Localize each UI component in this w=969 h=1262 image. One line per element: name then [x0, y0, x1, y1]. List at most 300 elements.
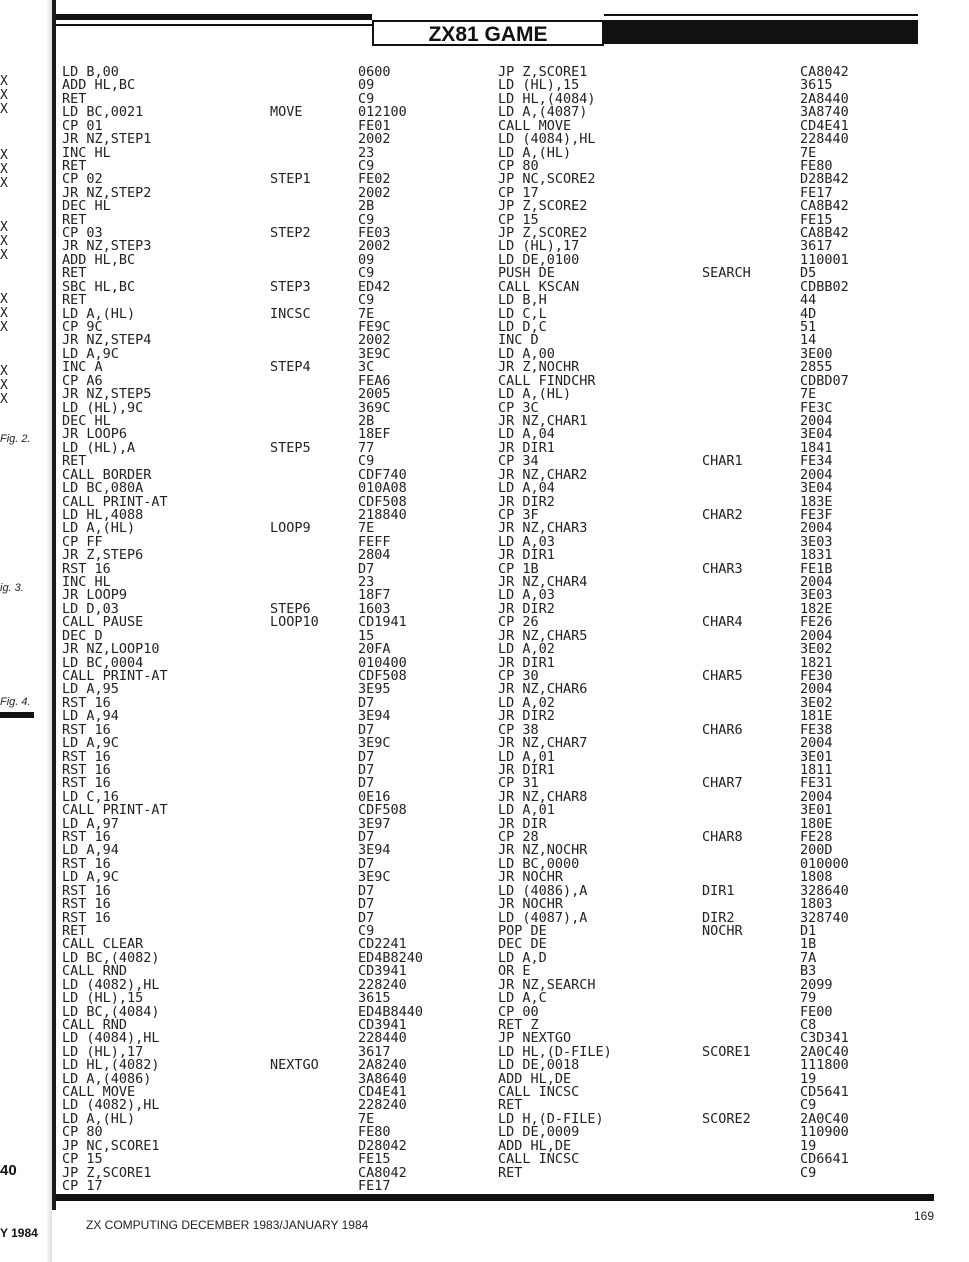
- listing-instruction: LD A,9C: [62, 735, 119, 752]
- listing-line: [62, 882, 442, 899]
- listing-hex-code: 2002: [358, 238, 391, 255]
- listing-instruction: CALL RND: [62, 1016, 128, 1033]
- listing-hex-code: 3E02: [800, 694, 833, 711]
- listing-instruction: JP NC,SCORE1: [62, 1137, 160, 1154]
- listing-hex-code: C8: [800, 1016, 817, 1033]
- listing-hex-code: C9: [358, 265, 375, 282]
- listing-line: [498, 748, 918, 765]
- listing-hex-code: C9: [800, 1164, 817, 1181]
- listing-line: [62, 560, 442, 577]
- listing-line: [498, 1003, 918, 1020]
- listing-instruction: JR NZ,STEP3: [62, 238, 152, 255]
- listing-instruction: LD A,04: [498, 480, 555, 497]
- listing-line: [498, 804, 918, 817]
- listing-hex-code: D1: [800, 923, 817, 939]
- listing-instruction: RST 16: [62, 855, 111, 872]
- listing-hex-code: 2A0C40: [800, 1110, 849, 1127]
- listing-hex-code: D7: [358, 896, 375, 913]
- listing-label: CHAR1: [702, 453, 743, 470]
- listing-hex-code: D7: [358, 829, 375, 846]
- listing-hex-code: 1821: [800, 654, 833, 671]
- listing-instruction: LD A,97: [62, 815, 119, 832]
- listing-label: NEXTGO: [270, 1057, 319, 1074]
- listing-instruction: CALL PAUSE: [62, 614, 144, 631]
- listing-line: [62, 345, 442, 362]
- listing-instruction: CALL RND: [62, 963, 128, 980]
- listing-instruction: LD BC,080A: [62, 480, 144, 497]
- gutter-footer-fragment: Y 1984: [0, 1226, 38, 1240]
- gutter-x-mark: X: [0, 234, 8, 249]
- listing-hex-code: CA8B42: [800, 225, 849, 242]
- listing-line: [62, 898, 442, 911]
- listing-instruction: INC HL: [62, 144, 111, 161]
- listing-line: [62, 79, 442, 92]
- listing-hex-code: 010000: [800, 855, 849, 872]
- listing-instruction: ADD HL,DE: [498, 1137, 572, 1154]
- listing-instruction: LD A,02: [498, 694, 555, 711]
- listing-hex-code: C9: [358, 157, 375, 174]
- listing-instruction: CALL PRINT-AT: [62, 802, 168, 819]
- listing-line: [62, 144, 442, 161]
- listing-hex-code: C3D341: [800, 1030, 849, 1047]
- listing-hex-code: FE3C: [800, 399, 833, 416]
- listing-line: [62, 909, 442, 926]
- listing-instruction: LD A,9C: [62, 345, 119, 362]
- listing-instruction: CP FF: [62, 533, 103, 550]
- listing-hex-code: D7: [358, 694, 375, 711]
- listing-instruction: CP 80: [62, 1124, 103, 1141]
- gutter-x-mark: X: [0, 176, 8, 191]
- listing-instruction: RET: [62, 453, 87, 470]
- listing-instruction: RST 16: [62, 560, 111, 577]
- listing-line: [498, 992, 918, 1005]
- listing-hex-code: 200D: [800, 842, 833, 859]
- listing-instruction: JR NZ,CHAR4: [498, 574, 588, 591]
- gutter-x-mark: X: [0, 220, 8, 235]
- listing-instruction: LD C,16: [62, 788, 119, 805]
- listing-instruction: DEC D: [62, 627, 103, 644]
- listing-hex-code: 182E: [800, 600, 833, 617]
- listing-instruction: CP 03: [62, 225, 103, 242]
- gutter-x-mark: X: [0, 248, 8, 263]
- listing-instruction: CALL CLEAR: [62, 936, 144, 953]
- gutter-x-mark: X: [0, 378, 8, 393]
- listing-line: [498, 683, 918, 696]
- listing-label: SCORE1: [702, 1043, 751, 1060]
- listing-instruction: DEC HL: [62, 412, 111, 429]
- listing-hex-code: D7: [358, 721, 375, 738]
- listing-line: [62, 871, 442, 884]
- listing-instruction: CP A6: [62, 372, 103, 389]
- listing-instruction: CP 3F: [498, 506, 539, 523]
- listing-instruction: RET: [498, 1097, 523, 1114]
- listing-hex-code: 3E01: [800, 802, 833, 819]
- listing-hex-code: 3E9C: [358, 345, 391, 362]
- listing-label: CHAR6: [702, 721, 743, 738]
- listing-line: [498, 144, 918, 161]
- listing-instruction: CP 30: [498, 667, 539, 684]
- listing-hex-code: 2804: [358, 547, 391, 564]
- gutter-number: 40: [0, 1162, 17, 1179]
- listing-instruction: RST 16: [62, 882, 111, 899]
- listing-instruction: LD HL,(4082): [62, 1057, 160, 1074]
- listing-instruction: LD D,C: [498, 319, 547, 336]
- listing-line: [498, 200, 918, 213]
- listing-hex-code: 218840: [358, 506, 407, 523]
- listing-instruction: LD B,00: [62, 64, 119, 80]
- code-listing-right: [498, 66, 918, 1180]
- listing-instruction: JR NZ,CHAR7: [498, 735, 588, 752]
- listing-hex-code: CDF508: [358, 802, 407, 819]
- listing-line: [498, 925, 918, 938]
- listing-instruction: LD A,00: [498, 345, 555, 362]
- listing-line: [498, 1153, 918, 1166]
- listing-hex-code: 2004: [800, 412, 833, 429]
- listing-instruction: RET: [62, 90, 87, 107]
- listing-instruction: JP NC,SCORE2: [498, 171, 596, 188]
- listing-hex-code: 010A08: [358, 480, 407, 497]
- listing-line: [62, 399, 442, 416]
- listing-line: [62, 815, 442, 832]
- listing-hex-code: CD4E41: [358, 1084, 407, 1101]
- listing-hex-code: 183E: [800, 493, 833, 510]
- listing-label: CHAR8: [702, 829, 743, 846]
- listing-instruction: CP 02: [62, 171, 103, 188]
- listing-instruction: JR DIR: [498, 815, 547, 832]
- listing-instruction: LD A,(HL): [498, 144, 572, 161]
- listing-hex-code: 7E: [358, 1110, 375, 1127]
- listing-instruction: LD BC,0000: [498, 855, 580, 872]
- listing-instruction: CP 38: [498, 721, 539, 738]
- listing-instruction: RST 16: [62, 896, 111, 913]
- listing-line: [498, 294, 918, 307]
- listing-line: [498, 533, 918, 550]
- listing-hex-code: 3E03: [800, 533, 833, 550]
- listing-hex-code: 2004: [800, 681, 833, 698]
- listing-line: [498, 482, 918, 495]
- listing-instruction: JR DIR2: [498, 493, 555, 510]
- listing-instruction: CP 34: [498, 453, 539, 470]
- listing-hex-code: 012100: [358, 104, 407, 121]
- listing-hex-code: C9: [358, 292, 375, 309]
- listing-instruction: JR LOOP6: [62, 426, 128, 443]
- listing-line: [498, 334, 918, 347]
- listing-instruction: RET Z: [498, 1016, 539, 1033]
- listing-instruction: JR NOCHR: [498, 896, 564, 913]
- listing-hex-code: 3617: [800, 238, 833, 255]
- listing-label: NOCHR: [702, 923, 743, 939]
- listing-instruction: LD (4084),HL: [62, 1030, 160, 1047]
- listing-instruction: JR NOCHR: [498, 869, 564, 886]
- listing-instruction: CALL MOVE: [498, 117, 572, 134]
- listing-line: [62, 439, 442, 456]
- listing-instruction: CP 15: [498, 211, 539, 228]
- listing-hex-code: 1831: [800, 547, 833, 564]
- listing-hex-code: FE17: [800, 184, 833, 201]
- listing-hex-code: D7: [358, 855, 375, 872]
- listing-hex-code: 7E: [800, 386, 817, 403]
- listing-label: LOOP10: [270, 614, 319, 631]
- listing-instruction: INC HL: [62, 574, 111, 591]
- listing-hex-code: CDF508: [358, 667, 407, 684]
- listing-hex-code: FE30: [800, 667, 833, 684]
- listing-line: [62, 184, 442, 201]
- listing-instruction: JR Z,STEP6: [62, 547, 144, 564]
- listing-hex-code: 228240: [358, 976, 407, 993]
- listing-line: [498, 412, 918, 429]
- listing-hex-code: ED42: [358, 278, 391, 295]
- listing-hex-code: 3615: [800, 77, 833, 94]
- listing-hex-code: 180E: [800, 815, 833, 832]
- listing-hex-code: CA8042: [358, 1164, 407, 1181]
- listing-line: [62, 616, 442, 629]
- listing-hex-code: 09: [358, 251, 375, 268]
- listing-instruction: CP 9C: [62, 319, 103, 336]
- listing-instruction: RST 16: [62, 694, 111, 711]
- listing-line: [498, 466, 918, 483]
- listing-hex-code: 3A8640: [358, 1070, 407, 1087]
- listing-line: [62, 200, 442, 213]
- listing-instruction: CP 28: [498, 829, 539, 846]
- listing-hex-code: FE00: [800, 1003, 833, 1020]
- listing-hex-code: 79: [800, 990, 817, 1007]
- listing-line: [498, 388, 918, 401]
- listing-hex-code: 2002: [358, 131, 391, 148]
- listing-hex-code: 19: [800, 1137, 817, 1154]
- listing-instruction: SBC HL,BC: [62, 278, 136, 295]
- listing-label: STEP6: [270, 600, 311, 617]
- listing-hex-code: 2B: [358, 412, 375, 429]
- listing-instruction: RET: [62, 211, 87, 228]
- listing-hex-code: 3615: [358, 990, 391, 1007]
- listing-hex-code: C9: [358, 923, 375, 939]
- listing-instruction: LD A,(HL): [62, 1110, 136, 1127]
- listing-hex-code: 3E97: [358, 815, 391, 832]
- listing-instruction: JR DIR1: [498, 547, 555, 564]
- listing-instruction: RET: [62, 265, 87, 282]
- listing-hex-code: CD3941: [358, 1016, 407, 1033]
- listing-label: STEP5: [270, 439, 311, 456]
- listing-instruction: OR E: [498, 963, 531, 980]
- listing-line: [498, 173, 918, 186]
- listing-hex-code: 3E03: [800, 587, 833, 604]
- listing-instruction: LD D,03: [62, 600, 119, 617]
- listing-hex-code: D7: [358, 775, 375, 792]
- listing-instruction: CP 01: [62, 117, 103, 134]
- listing-instruction: CP 3C: [498, 399, 539, 416]
- listing-hex-code: 19: [800, 1070, 817, 1087]
- listing-instruction: CALL FINDCHR: [498, 372, 596, 389]
- gutter-rule: [0, 712, 34, 718]
- listing-hex-code: CD3941: [358, 963, 407, 980]
- listing-instruction: INC A: [62, 359, 103, 376]
- listing-hex-code: 2A8440: [800, 90, 849, 107]
- listing-instruction: LD (HL),17: [62, 1043, 144, 1060]
- listing-hex-code: 0600: [358, 64, 391, 80]
- listing-instruction: RET: [498, 1164, 523, 1181]
- listing-label: CHAR3: [702, 560, 743, 577]
- listing-hex-code: CA8B42: [800, 198, 849, 215]
- listing-instruction: RST 16: [62, 775, 111, 792]
- listing-label: STEP2: [270, 225, 311, 242]
- listing-instruction: RET: [62, 292, 87, 309]
- gutter-x-mark: X: [0, 306, 8, 321]
- listing-instruction: POP DE: [498, 923, 547, 939]
- listing-instruction: JR NZ,SEARCH: [498, 976, 596, 993]
- listing-instruction: JR DIR1: [498, 761, 555, 778]
- listing-hex-code: CD2241: [358, 936, 407, 953]
- listing-hex-code: 2005: [358, 386, 391, 403]
- listing-hex-code: 3A8740: [800, 104, 849, 121]
- gutter-x-mark: X: [0, 162, 8, 177]
- listing-instruction: LD (HL),9C: [62, 399, 144, 416]
- listing-line: [498, 321, 918, 334]
- listing-line: [62, 278, 442, 295]
- listing-hex-code: 20FA: [358, 641, 391, 658]
- listing-hex-code: 2004: [800, 735, 833, 752]
- header-bar-right: [604, 20, 918, 44]
- listing-instruction: JR LOOP9: [62, 587, 128, 604]
- listing-instruction: LD DE,0100: [498, 251, 580, 268]
- listing-hex-code: FE80: [358, 1124, 391, 1141]
- listing-hex-code: 2004: [800, 627, 833, 644]
- listing-hex-code: FE17: [358, 1178, 391, 1195]
- listing-line: [498, 938, 918, 951]
- listing-instruction: LD (HL),15: [498, 77, 580, 94]
- listing-instruction: CP 80: [498, 157, 539, 174]
- listing-instruction: LD (4082),HL: [62, 976, 160, 993]
- listing-label: INCSC: [270, 305, 311, 322]
- listing-line: [498, 522, 918, 535]
- listing-hex-code: 3E9C: [358, 869, 391, 886]
- listing-hex-code: 4D: [800, 305, 817, 322]
- listing-instruction: CP 00: [498, 1003, 539, 1020]
- listing-hex-code: 7E: [358, 520, 375, 537]
- listing-line: [62, 737, 442, 750]
- listing-hex-code: CD4E41: [800, 117, 849, 134]
- listing-label: STEP3: [270, 278, 311, 295]
- listing-hex-code: 2002: [358, 332, 391, 349]
- listing-hex-code: 0E16: [358, 788, 391, 805]
- listing-line: [498, 737, 918, 750]
- listing-instruction: DEC DE: [498, 936, 547, 953]
- listing-instruction: LD BC,0004: [62, 654, 144, 671]
- listing-instruction: JR NZ,NOCHR: [498, 842, 588, 859]
- listing-label: STEP1: [270, 171, 311, 188]
- listing-instruction: LD BC,0021: [62, 104, 144, 121]
- listing-instruction: ADD HL,DE: [498, 1070, 572, 1087]
- listing-instruction: LD (HL),15: [62, 990, 144, 1007]
- listing-instruction: LD DE,0018: [498, 1057, 580, 1074]
- listing-label: CHAR2: [702, 506, 743, 523]
- listing-line: [498, 576, 918, 589]
- listing-hex-code: CD6641: [800, 1151, 849, 1168]
- listing-hex-code: FEFF: [358, 533, 391, 550]
- listing-instruction: LD C,L: [498, 305, 547, 322]
- listing-instruction: LD BC,(4084): [62, 1003, 160, 1020]
- listing-hex-code: 111800: [800, 1057, 849, 1074]
- listing-instruction: CALL KSCAN: [498, 278, 580, 295]
- listing-hex-code: FE03: [358, 225, 391, 242]
- listing-line: [498, 694, 918, 711]
- listing-hex-code: 228440: [800, 131, 849, 148]
- listing-hex-code: FE34: [800, 453, 833, 470]
- listing-hex-code: 1B: [800, 936, 817, 953]
- listing-hex-code: 010400: [358, 654, 407, 671]
- listing-label: CHAR5: [702, 667, 743, 684]
- listing-line: [498, 305, 918, 322]
- listing-instruction: LD DE,0009: [498, 1124, 580, 1141]
- listing-hex-code: D7: [358, 748, 375, 765]
- listing-instruction: JR Z,NOCHR: [498, 359, 580, 376]
- listing-hex-code: 51: [800, 319, 817, 336]
- listing-instruction: LD A,9C: [62, 869, 119, 886]
- listing-hex-code: 2A8240: [358, 1057, 407, 1074]
- listing-hex-code: 2004: [800, 788, 833, 805]
- listing-instruction: JR NZ,CHAR3: [498, 520, 588, 537]
- listing-instruction: LD A,94: [62, 842, 119, 859]
- listing-instruction: CP 17: [62, 1178, 103, 1195]
- listing-hex-code: 7E: [800, 144, 817, 161]
- listing-instruction: RST 16: [62, 761, 111, 778]
- listing-instruction: RST 16: [62, 721, 111, 738]
- listing-instruction: JP Z,SCORE1: [498, 64, 588, 80]
- gutter-x-mark: X: [0, 102, 8, 117]
- listing-hex-code: 110900: [800, 1124, 849, 1141]
- listing-line: [62, 844, 442, 857]
- listing-hex-code: 77: [358, 439, 375, 456]
- listing-instruction: LD A,01: [498, 748, 555, 765]
- listing-instruction: JR NZ,CHAR1: [498, 412, 588, 429]
- listing-instruction: LD A,02: [498, 641, 555, 658]
- listing-hex-code: FE38: [800, 721, 833, 738]
- listing-hex-code: 3E04: [800, 426, 833, 443]
- listing-instruction: LD A,94: [62, 708, 119, 725]
- listing-instruction: JR NZ,STEP5: [62, 386, 152, 403]
- listing-hex-code: 181E: [800, 708, 833, 725]
- gutter-x-mark: X: [0, 392, 8, 407]
- listing-instruction: LD A,(4087): [498, 104, 588, 121]
- listing-instruction: LD B,H: [498, 292, 547, 309]
- listing-hex-code: CD1941: [358, 614, 407, 631]
- listing-instruction: CALL INCSC: [498, 1084, 580, 1101]
- listing-hex-code: 3617: [358, 1043, 391, 1060]
- listing-hex-code: D5: [800, 265, 817, 282]
- listing-instruction: LD HL,4088: [62, 506, 144, 523]
- page-title: ZX81 GAME: [372, 20, 604, 46]
- listing-instruction: LD A,03: [498, 533, 555, 550]
- listing-instruction: JP Z,SCORE2: [498, 225, 588, 242]
- listing-instruction: JP Z,SCORE2: [498, 198, 588, 215]
- listing-instruction: JP Z,SCORE1: [62, 1164, 152, 1181]
- listing-hex-code: 1811: [800, 761, 833, 778]
- listing-line: [62, 683, 442, 696]
- listing-line: [498, 1164, 918, 1181]
- listing-instruction: JR NZ,STEP1: [62, 131, 152, 148]
- listing-hex-code: D7: [358, 560, 375, 577]
- listing-hex-code: C9: [358, 90, 375, 107]
- listing-instruction: LD A,04: [498, 426, 555, 443]
- gutter-x-mark: X: [0, 148, 8, 163]
- gutter-fig-label: ig. 3.: [0, 582, 24, 594]
- listing-hex-code: 3E04: [800, 480, 833, 497]
- listing-hex-code: 3E95: [358, 681, 391, 698]
- listing-instruction: ADD HL,BC: [62, 251, 136, 268]
- listing-instruction: CALL PRINT-AT: [62, 493, 168, 510]
- listing-hex-code: 2004: [800, 520, 833, 537]
- listing-instruction: LD (4086),A: [498, 882, 588, 899]
- listing-instruction: LD A,01: [498, 802, 555, 819]
